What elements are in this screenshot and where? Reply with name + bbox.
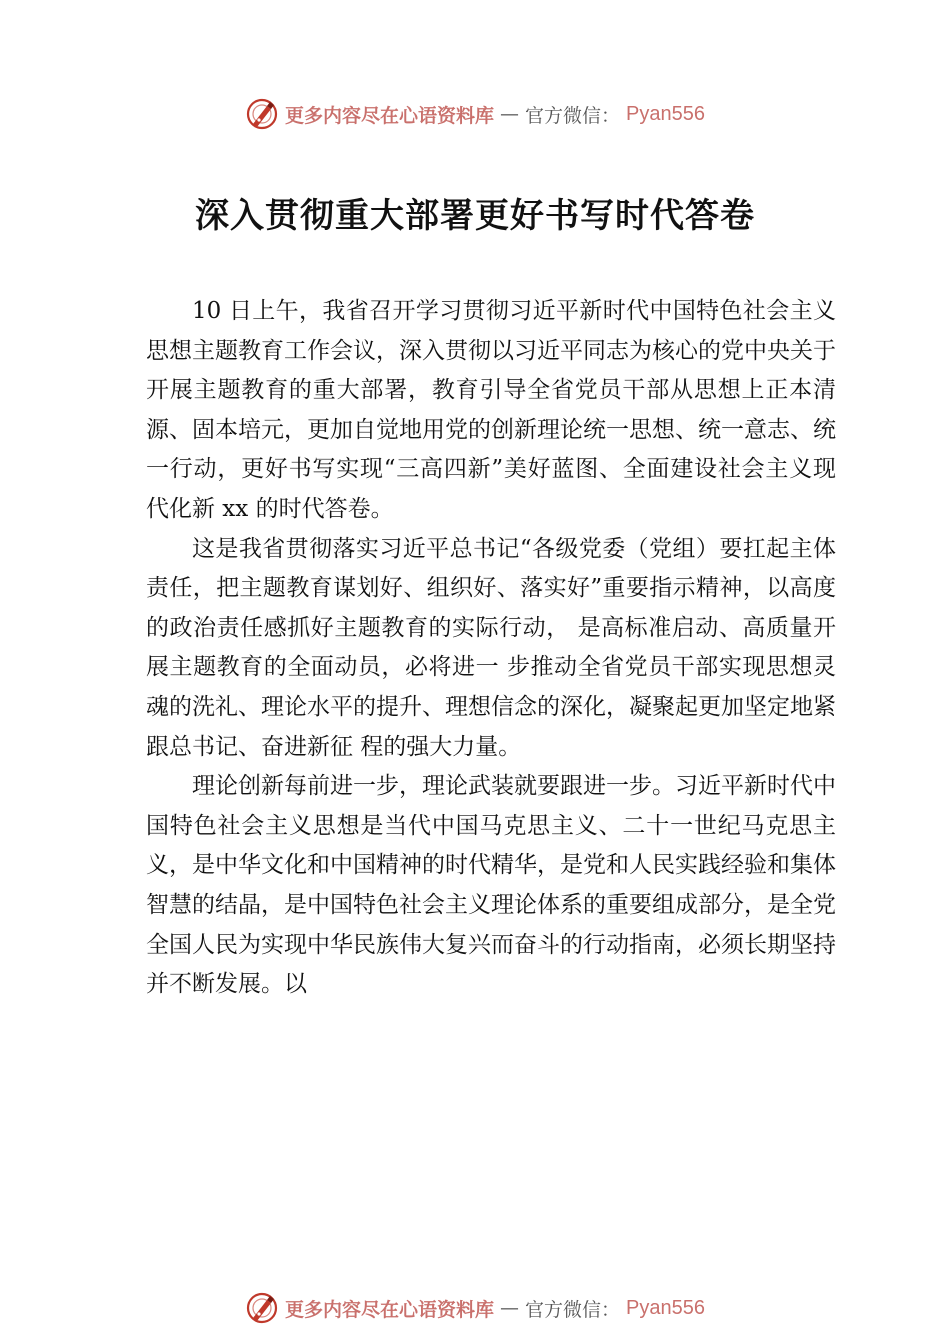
body-paragraph: 理论创新每前进一步，理论武装就要跟进一步。习近平新时代中国特色社会主义思想是当代中国马克思主义、二十一世纪马克思主义，是中华文化和中国精神的时代精华，是党和人民实践经验和集体智慧的结晶，是中国特色社会主义理论体系的重要组成部分，是全党全国人民为实现中华民族伟大复兴而奋斗的行动指南，必须长期坚持并不断发展。以 (146, 773, 836, 998)
banner-promo-text: 更多内容尽在心语资料库 (285, 104, 495, 127)
banner-promo-text: 更多内容尽在心语资料库 (285, 1298, 495, 1321)
banner-wechat-label: 官方微信： (525, 1298, 621, 1321)
footer-banner-content (245, 1291, 705, 1325)
banner-wechat-label: 官方微信： (525, 104, 621, 127)
footer-banner (0, 1286, 950, 1330)
banner-separator: — (500, 1297, 520, 1319)
header-banner-content (245, 97, 705, 131)
banner-wechat-id: Pyan556 (626, 1296, 705, 1319)
banner-separator: — (500, 103, 520, 125)
body-paragraph: 10 日上午，我省召开学习贯彻习近平新时代中国特色社会主义思想主题教育工作会议，深入贯彻以习近平同志为核心的党中央关于开展主题教育的重大部署，教育引导全省党员干部从思想上正本清源、固本培元，更加自觉地用党的创新理论统一思想、统一意志、统一行动，更好书写实现“三高四新”美好蓝图、全面建设社会主义现代化新 xx 的时代答卷。 (146, 298, 836, 522)
document-title: 深入贯彻重大部署更好书写时代答卷 (195, 196, 755, 236)
body-paragraph: 这是我省贯彻落实习近平总书记“各级党委（党组）要扛起主体责任，把主题教育谋划好、组织好、落实好”重要指示精神，以高度的政治责任感抓好主题教育的实际行动， 是高标准启动、高质量开展主题教育的全面动员，必将进一 步推动全省党员干部实现思想灵魂的洗礼、理论水平的提升、理想信念的深化，凝聚起更加坚定地紧跟总书记、奋进新征 程的强大力量。 (146, 535, 836, 760)
header-banner (0, 92, 950, 136)
pen-nib-logo-icon (245, 97, 279, 131)
banner-wechat-id: Pyan556 (626, 102, 705, 125)
document-body (146, 292, 836, 1005)
pen-nib-logo-icon (245, 1291, 279, 1325)
